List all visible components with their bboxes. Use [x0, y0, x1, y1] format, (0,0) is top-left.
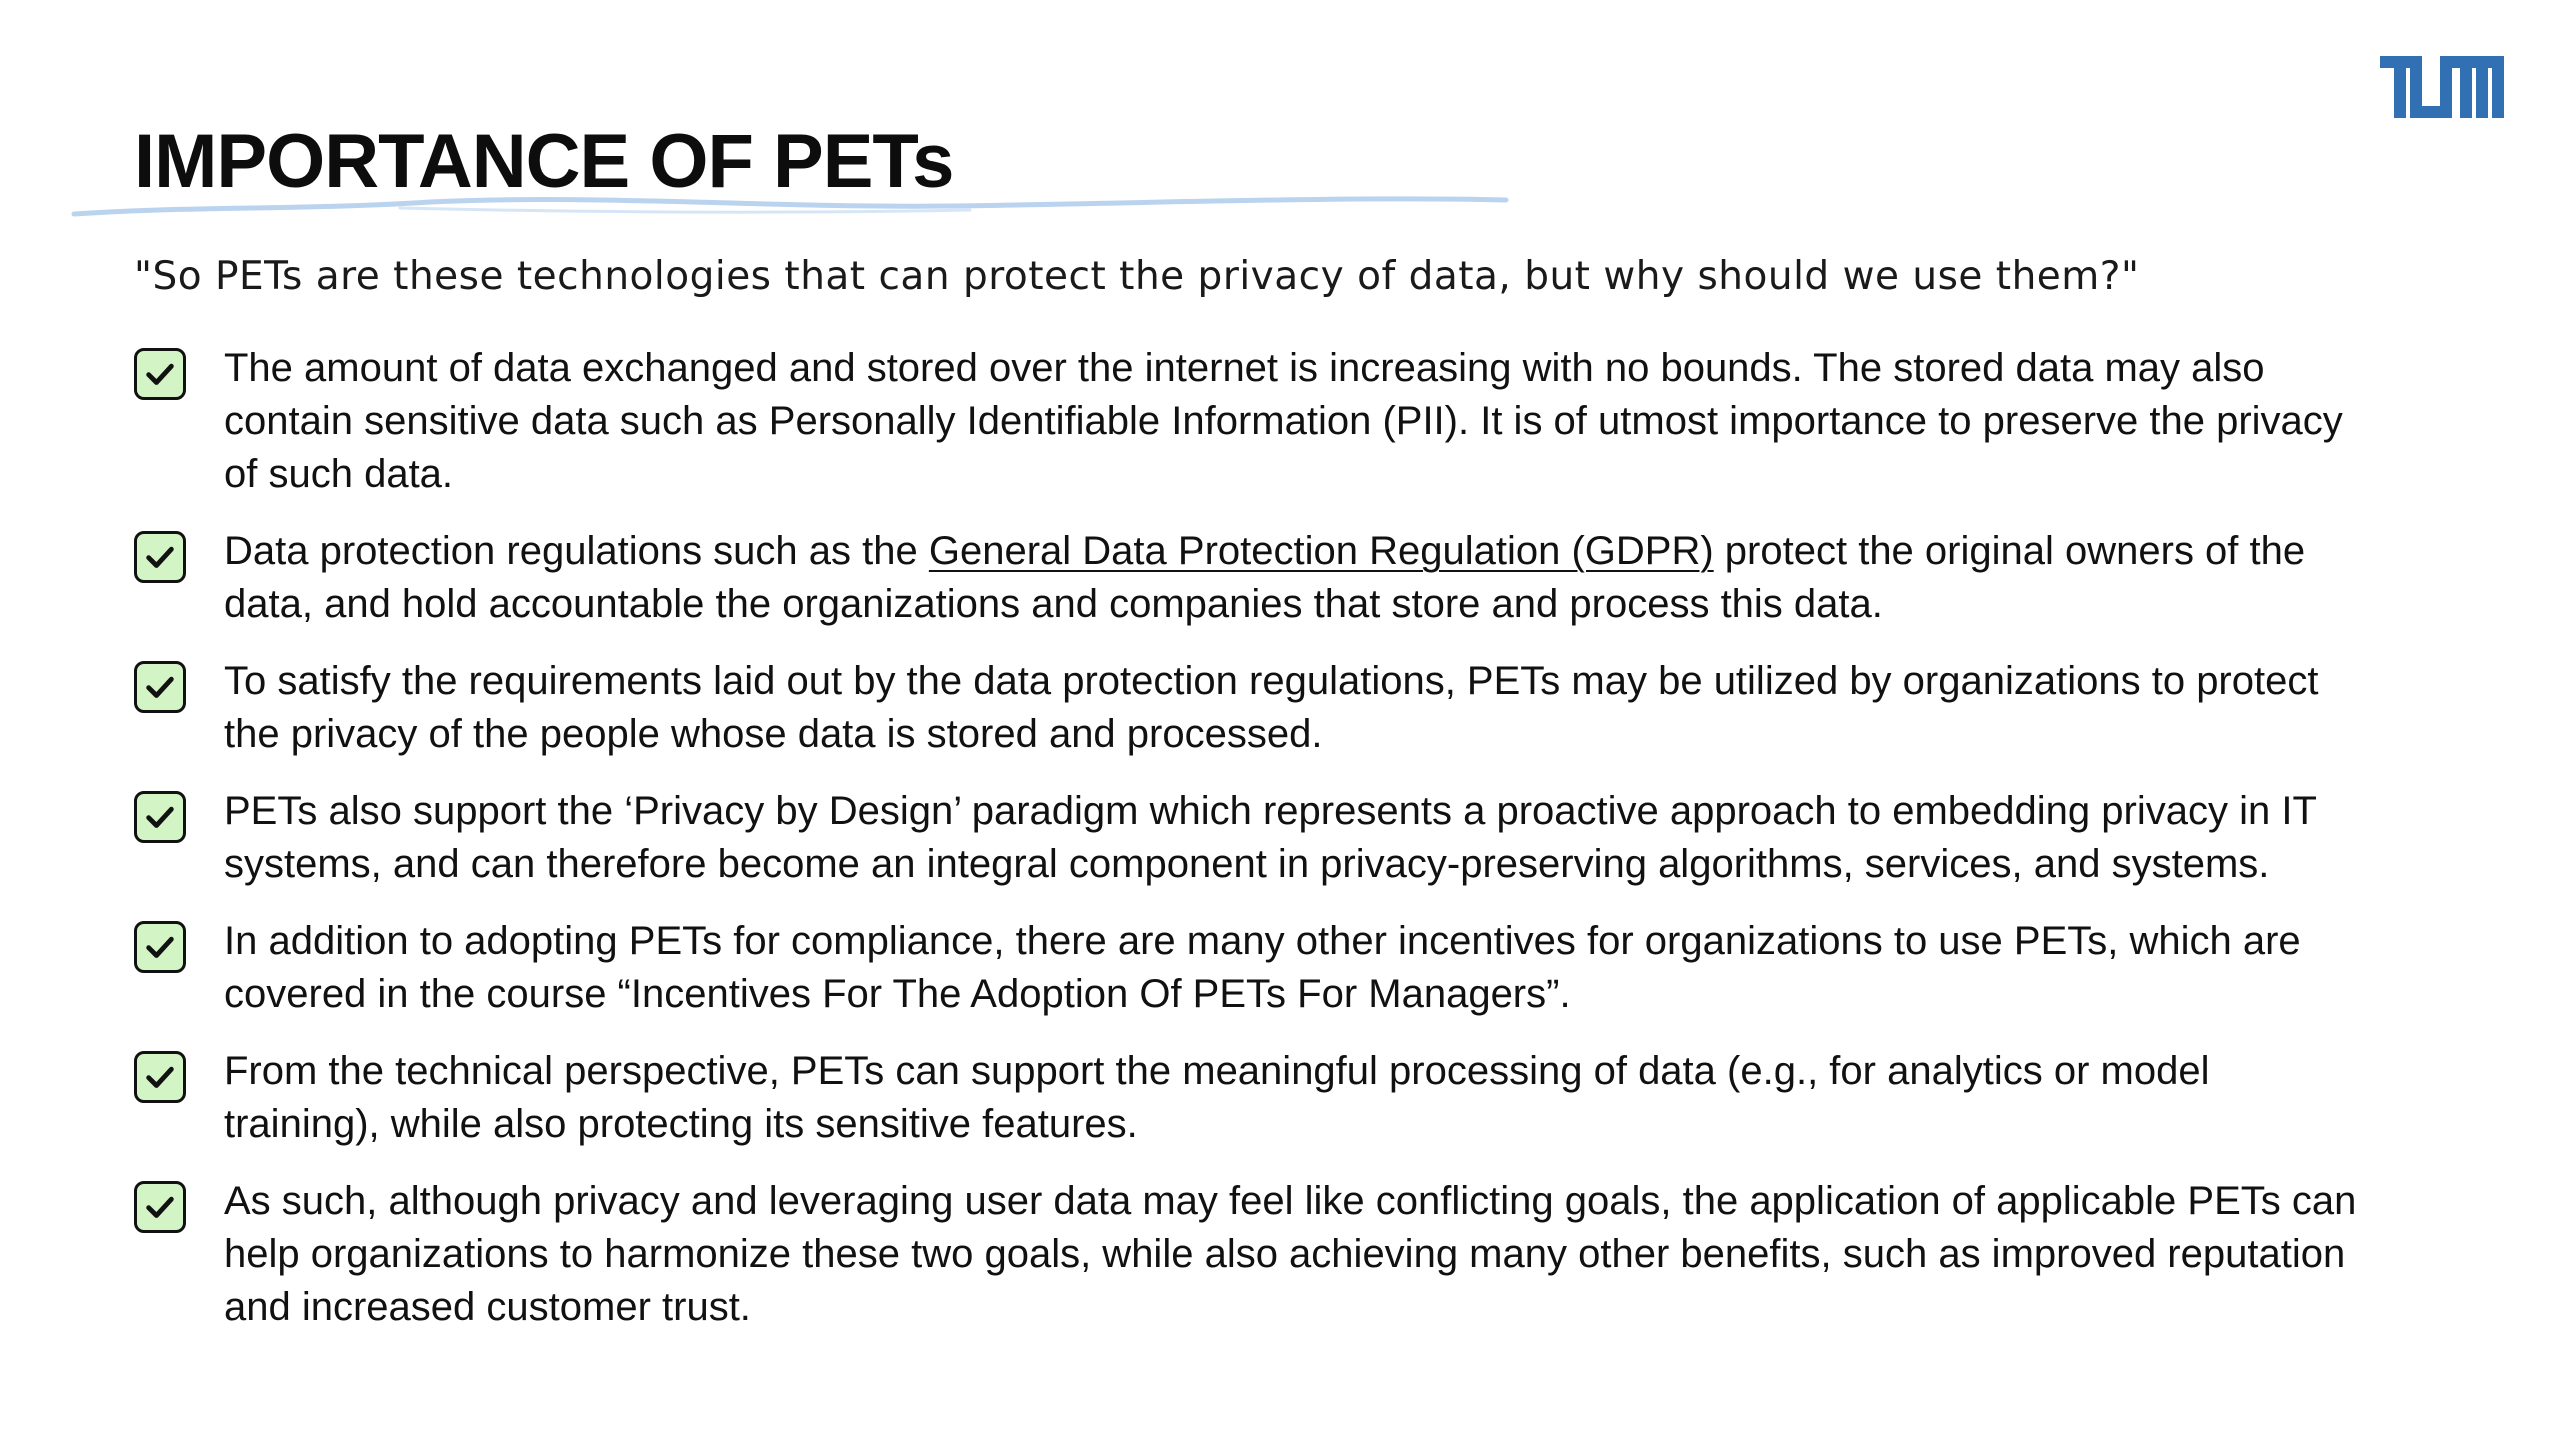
list-item: [134, 1045, 2374, 1151]
intro-quote: "So PETs are these technologies that can protect the privacy of data, but why should we use them?": [134, 254, 2140, 299]
page-title: IMPORTANCE OF PETs: [134, 119, 954, 204]
list-item-text-after: protect the original owners of the data, and hold accountable the organizations and companies that store and process this data.: [224, 529, 2306, 626]
checkbox-checked-icon: [134, 921, 186, 973]
checkbox-checked-icon: [134, 1181, 186, 1233]
list-item-text: As such, although privacy and leveraging user data may feel like conflicting goals, the application of applicable PETs can help organizations to harmonize these two goals, while also achieving many other benefits, such as improved reputation and increased customer trust.: [224, 1179, 2357, 1329]
checkbox-checked-icon: [134, 1051, 186, 1103]
list-item-text: The amount of data exchanged and stored over the internet is increasing with no bounds. The stored data may also contain sensitive data such as Personally Identifiable Information (PII). It is of utmost importance to preserve the privacy of such data.: [224, 346, 2343, 496]
list-item-text: [224, 525, 2374, 631]
list-item: [134, 655, 2374, 761]
gdpr-link[interactable]: General Data Protection Regulation (GDPR): [928, 529, 1714, 573]
checkbox-checked-icon: [134, 348, 186, 400]
list-item-text: To satisfy the requirements laid out by the data protection regulations, PETs may be utilized by organizations to protect the privacy of the people whose data is stored and processed.: [224, 659, 2319, 756]
list-item: [134, 1175, 2374, 1334]
list-item: [134, 342, 2374, 501]
checkbox-checked-icon: [134, 791, 186, 843]
list-item: [134, 785, 2374, 891]
list-item: [134, 915, 2374, 1021]
tum-logo: [2380, 56, 2504, 124]
checkbox-checked-icon: [134, 661, 186, 713]
title-wrap: [134, 120, 953, 204]
list-item-text: PETs also support the ‘Privacy by Design’ paradigm which represents a proactive approach to embedding privacy in IT systems, and can therefore become an integral component in privacy-preserving algorithms, services, and systems.: [224, 789, 2317, 886]
list-item: [134, 525, 2374, 631]
list-item-text: In addition to adopting PETs for compliance, there are many other incentives for organizations to use PETs, which are covered in the course “Incentives For The Adoption Of PETs For Managers”.: [224, 919, 2301, 1016]
list-item-text-before: Data protection regulations such as the: [224, 529, 929, 573]
benefit-list: [134, 342, 2374, 1358]
checkbox-checked-icon: [134, 531, 186, 583]
list-item-text: From the technical perspective, PETs can support the meaningful processing of data (e.g., for analytics or model training), while also protecting its sensitive features.: [224, 1049, 2210, 1146]
